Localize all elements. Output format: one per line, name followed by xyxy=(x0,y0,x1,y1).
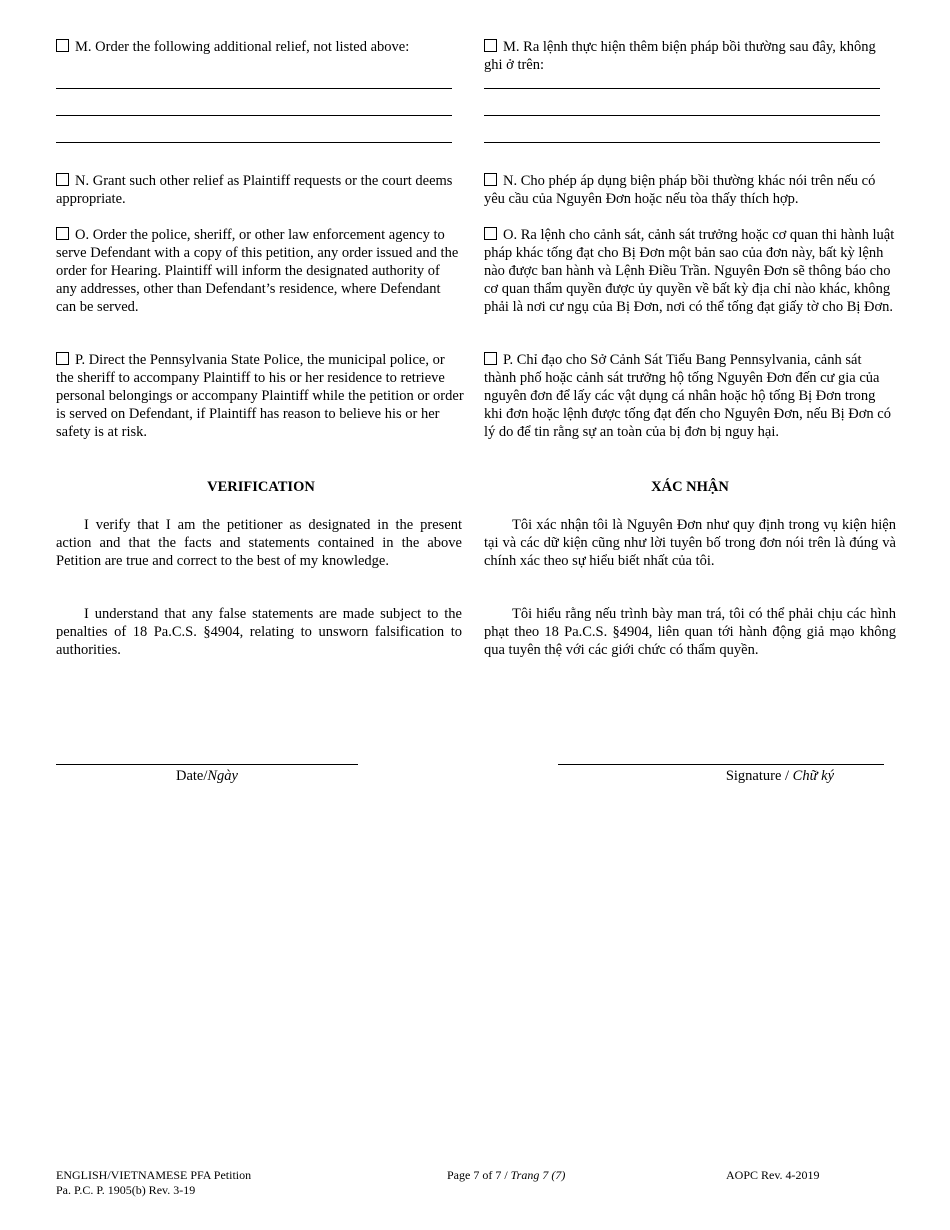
checkbox-p-vi[interactable] xyxy=(484,352,497,365)
verify-text-vi: Tôi xác nhận tôi là Nguyên Đơn như quy định trong vụ kiện hiện tại và các dữ kiện cũng như lời tuyên bố trong đơn nói trên là đúng và chính xác theo sự hiểu biết nhất của tôi. xyxy=(484,517,896,569)
checkbox-p-en[interactable] xyxy=(56,352,69,365)
checkbox-m-en[interactable] xyxy=(56,39,69,52)
blank-line[interactable] xyxy=(56,88,452,89)
verification-title-vi: XÁC NHẬN xyxy=(651,479,729,495)
item-n-en: N. Grant such other relief as Plaintiff requests or the court deems appropriate. xyxy=(56,173,453,207)
date-label: Date/Ngày xyxy=(175,768,238,784)
verification-title-en: VERIFICATION xyxy=(207,479,315,495)
blank-line[interactable] xyxy=(56,115,452,116)
footer-form-code: Pa. P.C. P. 1905(b) Rev. 3-19 xyxy=(56,1183,196,1197)
understand-text-vi: Tôi hiểu rằng nếu trình bày man trá, tôi có thể phải chịu các hình phạt theo 18 Pa.C.S. §4904, liên quan tới hành động giả mạo không qua tuyên thệ với các giới chức có thẩm quyền. xyxy=(484,606,896,658)
item-o-vi: O. Ra lệnh cho cảnh sát, cảnh sát trưởng hoặc cơ quan thi hành luật pháp khác tống đạt cho Bị Đơn một bản sao của đơn này, bất kỳ lệnh nào được ban hành và Lệnh Điều Trần. Nguyên Đơn sẽ thông báo cho cơ quan thẩm quyền được ủy quyền về bất kỳ địa chỉ nào khác, không phải là nơi cư ngụ của Bị Đơn, nơi có thể tống đạt giấy tờ cho Bị Đơn. xyxy=(484,227,895,315)
checkbox-n-en[interactable] xyxy=(56,173,69,186)
understand-text-en: I understand that any false statements are made subject to the penalties of 18 Pa.C.S. §4904, relating to unsworn falsification to authorities. xyxy=(56,606,462,658)
footer-revision: AOPC Rev. 4-2019 xyxy=(726,1168,820,1182)
checkbox-o-vi[interactable] xyxy=(484,227,497,240)
footer-page-number: Page 7 of 7 / Trang 7 (7) xyxy=(447,1168,566,1182)
verify-text-en: I verify that I am the petitioner as designated in the present action and that the facts and statements contained in the above Petition are true and correct to the best of my knowledge. xyxy=(56,517,462,569)
blank-line[interactable] xyxy=(484,115,880,116)
item-o-en: O. Order the police, sheriff, or other law enforcement agency to serve Defendant with a copy of this petition, any order issued and the order for Hearing. Plaintiff will inform the designated authority of any addresses, other than Defendant’s residence, where Defendant can be served. xyxy=(56,227,459,315)
signature-label: Signature / Chữ ký xyxy=(725,768,834,784)
checkbox-o-en[interactable] xyxy=(56,227,69,240)
blank-line[interactable] xyxy=(56,142,452,143)
item-p-vi: P. Chỉ đạo cho Sở Cảnh Sát Tiểu Bang Pennsylvania, cảnh sát thành phố hoặc cảnh sát trưởng hộ tống Nguyên Đơn đến cư gia của nguyên đơn để lấy các vật dụng cá nhân hoặc hộ tống Bị Đơn trong khi đơn hoặc lệnh được tống đạt đến cho Nguyên Đơn, nếu Bị Đơn có lý do để tin rằng sự an toàn của bị đơn bị nguy hại. xyxy=(484,352,891,440)
footer-form-info xyxy=(56,1168,251,1198)
item-m-vi: M. Ra lệnh thực hiện thêm biện pháp bồi thường sau đây, không ghi ở trên: xyxy=(484,39,876,73)
blank-line[interactable] xyxy=(484,142,880,143)
footer-form-name: ENGLISH/VIETNAMESE PFA Petition xyxy=(56,1168,252,1182)
item-n-vi: N. Cho phép áp dụng biện pháp bồi thường khác nói trên nếu có yêu cầu của Nguyên Đơn hoặc nếu tòa thấy thích hợp. xyxy=(484,173,876,207)
checkbox-m-vi[interactable] xyxy=(484,39,497,52)
signature-line[interactable] xyxy=(558,764,884,765)
item-p-en: P. Direct the Pennsylvania State Police, the municipal police, or the sheriff to accompany Plaintiff to his or her residence to retrieve personal belongings or accompany Plaintiff while the petition or order is served on Defendant, if Plaintiff has reason to believe his or her safety is at risk. xyxy=(56,352,464,440)
date-line[interactable] xyxy=(56,764,358,765)
item-m-en: M. Order the following additional relief, not listed above: xyxy=(56,38,464,56)
blank-line[interactable] xyxy=(484,88,880,89)
checkbox-n-vi[interactable] xyxy=(484,173,497,186)
